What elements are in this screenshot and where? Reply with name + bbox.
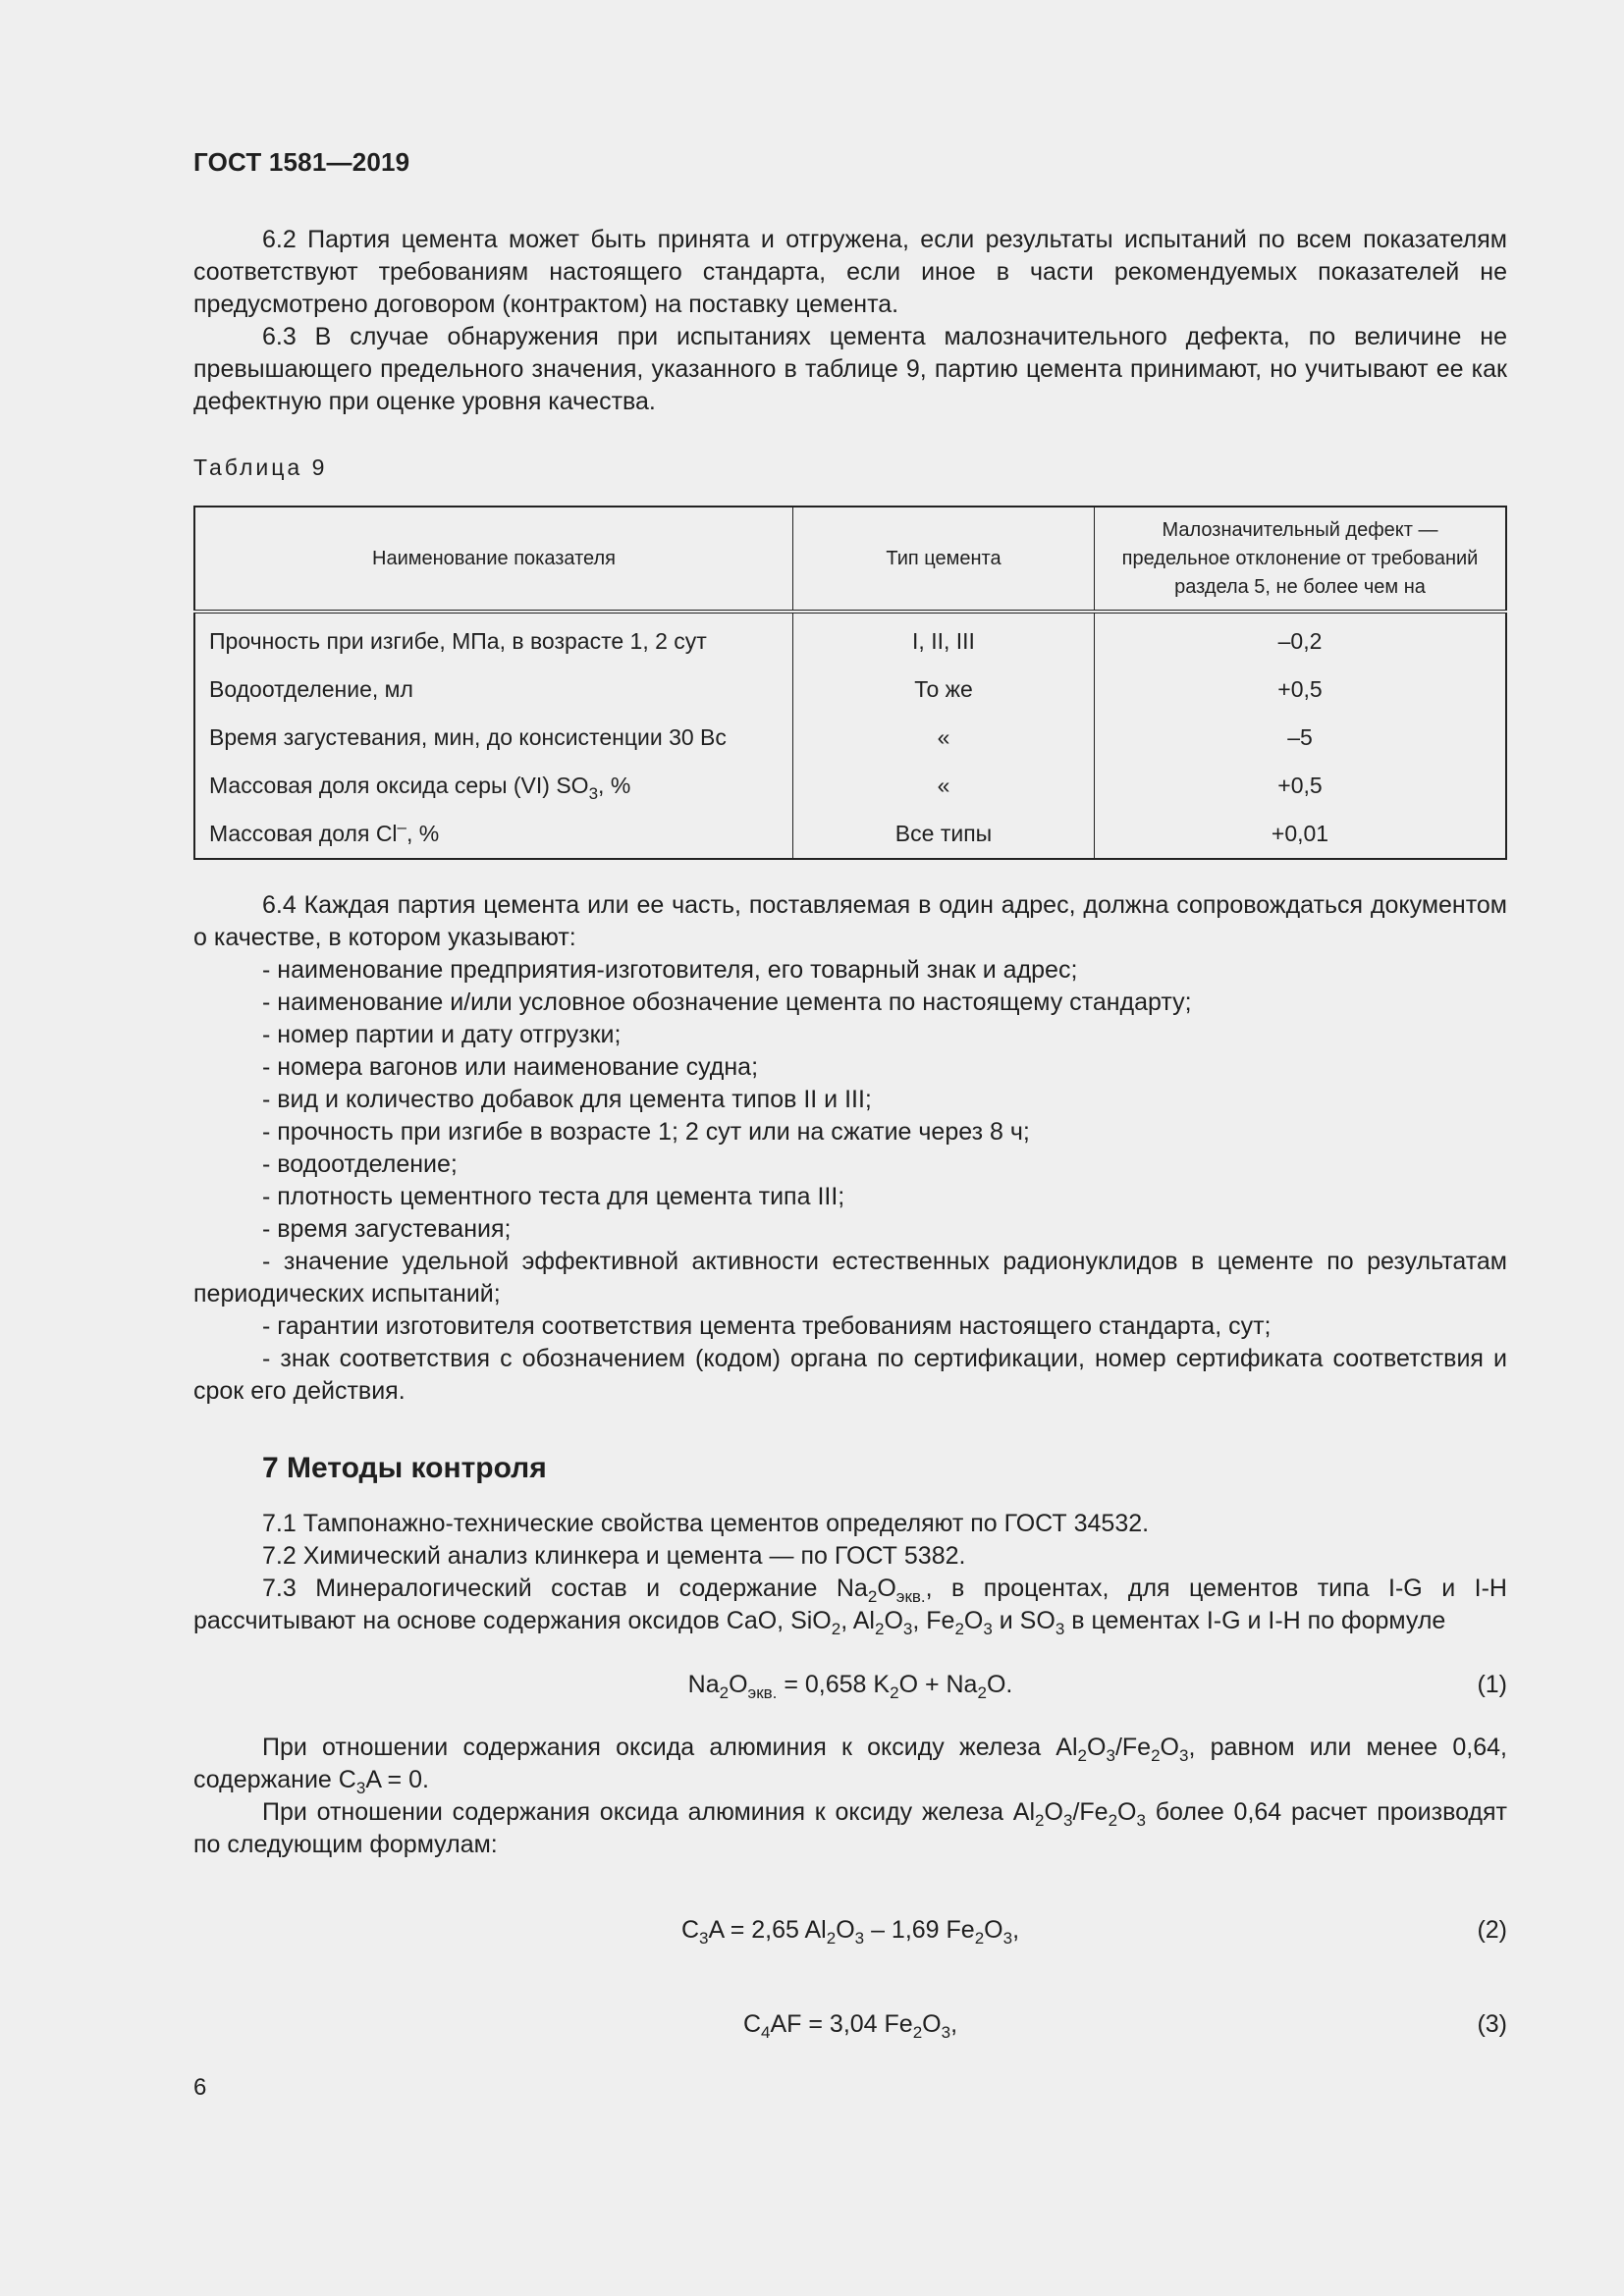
document-body [193, 224, 1507, 2071]
list-item: - знак соответствия с обозначением (кодом) органа по сертификации, номер сертификата соответствия и срок его действия. [193, 1345, 1507, 1405]
formula-expression: $C_4AF = 3,04$ $Fe_2O_3$, [742, 2010, 958, 2042]
table-row [194, 810, 1506, 859]
list-item: - время загустевания; [262, 1215, 512, 1243]
formula-number: (1) [1477, 1671, 1507, 1698]
paragraph-6-3: 6.3 В случае обнаружения при испытаниях цемента малозначительного дефекта, по величине не превышающего предельного значения, указанного в таблице 9, партию цемента принимают, но учитывают ее как дефектную при оценке уровня качества. [193, 323, 1507, 415]
table-header-name: Наименование показателя [194, 507, 793, 612]
table-header-type: Тип цемента [793, 507, 1095, 612]
table-row [194, 612, 1506, 666]
list-item: - номера вагонов или наименование судна; [262, 1053, 759, 1081]
formula-1 [193, 1659, 1507, 1710]
formula-number: (3) [1477, 2010, 1507, 2038]
table-cell-type: I, II, III [793, 612, 1095, 666]
formula-3 [193, 1999, 1507, 2050]
list-item: - гарантии изготовителя соответствия цемента требованиям настоящего стандарта, сут; [262, 1312, 1272, 1340]
formula-expression: $Na_2O_{экв.} = 0,658$ $K_2O + Na_2O$. [687, 1671, 1013, 1702]
table-cell-type: То же [793, 666, 1095, 714]
table-cell-defect: +0,5 [1277, 676, 1323, 702]
table-cell-type: « [793, 762, 1095, 810]
table-row [194, 666, 1506, 714]
table-cell-name: Время загустевания, мин, до консистенции 30 Вс [194, 714, 793, 762]
table-cell-defect: +0,5 [1277, 773, 1323, 798]
table-cell-type: « [793, 714, 1095, 762]
paragraph-7-2: 7.2 Химический анализ клинкера и цемента — по ГОСТ 5382. [262, 1542, 966, 1570]
table-header-defect: Малозначительный дефект — предельное отклонение от требований раздела 5, не более чем на [1121, 518, 1479, 598]
list-item: - наименование предприятия-изготовителя, его товарный знак и адрес; [262, 956, 1078, 984]
table-caption: Таблица 9 [193, 454, 328, 480]
paragraph-ratio-high: При отношении содержания оксида алюминия к оксиду железа $Al_2O_3/Fe_2O_3$ более 0,64 расчет производят по следующим формулам: [193, 1798, 1507, 1858]
table-cell-name: Массовая доля оксида серы (VI) $SO_3$, % [194, 762, 793, 810]
document-header: ГОСТ 1581—2019 [193, 147, 410, 177]
paragraph-6-2: 6.2 Партия цемента может быть принята и отгружена, если результаты испытаний по всем показателям соответствуют требованиям настоящего стандарта, если иное в части рекомендуемых показателей не предусмотрено договором (контрактом) на поставку цемента. [193, 226, 1507, 318]
list-item: - водоотделение; [262, 1150, 458, 1178]
quality-document-list [193, 954, 1507, 1408]
table-cell-defect: +0,01 [1271, 821, 1329, 846]
paragraph-7-3: 7.3 Минералогический состав и содержание $Na_2O_{экв.}$, в процентах, для цементов типа I-G и I-H рассчитывают на основе содержания оксидов CaO, SiO$_2$, $Al_2O_3$, $Fe_2O_3$ и $SO_3$ в цементах I-G и I-H по формуле [193, 1575, 1507, 1638]
formula-2 [193, 1904, 1507, 1955]
formula-expression: $C_3A = 2,65$ $Al_2O_3 - 1,69$ $Fe_2O_3$, [680, 1916, 1020, 1948]
table-cell-defect: –0,2 [1277, 628, 1323, 654]
table-cell-defect: –5 [1287, 724, 1313, 750]
paragraph-ratio-low: При отношении содержания оксида алюминия к оксиду железа $Al_2O_3/Fe_2O_3$, равном или менее 0,64, содержание $C_3A = 0$. [193, 1734, 1507, 1797]
list-item: - прочность при изгибе в возрасте 1; 2 сут или на сжатие через 8 ч; [262, 1118, 1030, 1146]
table-header-row [194, 507, 1506, 612]
paragraph-7-1: 7.1 Тампонажно-технические свойства цементов определяют по ГОСТ 34532. [262, 1510, 1150, 1537]
list-item: - значение удельной эффективной активности естественных радионуклидов в цементе по результатам периодических испытаний; [193, 1248, 1507, 1308]
paragraph-6-4: 6.4 Каждая партия цемента или ее часть, поставляемая в один адрес, должна сопровождаться документом о качестве, в котором указывают: [193, 891, 1507, 951]
list-item: - наименование и/или условное обозначение цемента по настоящему стандарту; [262, 988, 1192, 1016]
table-cell-name: Массовая доля Cl–, % [194, 810, 793, 859]
page-number: 6 [193, 2074, 207, 2101]
table-cell-type: Все типы [793, 810, 1095, 859]
formula-number: (2) [1477, 1916, 1507, 1944]
section-title: 7 Методы контроля [262, 1452, 547, 1484]
list-item: - номер партии и дату отгрузки; [262, 1021, 622, 1048]
table-9 [193, 506, 1507, 860]
list-item: - плотность цементного теста для цемента типа III; [262, 1183, 845, 1210]
table-row [194, 714, 1506, 762]
list-item: - вид и количество добавок для цемента типов II и III; [262, 1086, 872, 1113]
table-cell-name: Водоотделение, мл [194, 666, 793, 714]
table-row [194, 762, 1506, 810]
table-cell-name: Прочность при изгибе, МПа, в возрасте 1, 2 сут [194, 612, 793, 666]
